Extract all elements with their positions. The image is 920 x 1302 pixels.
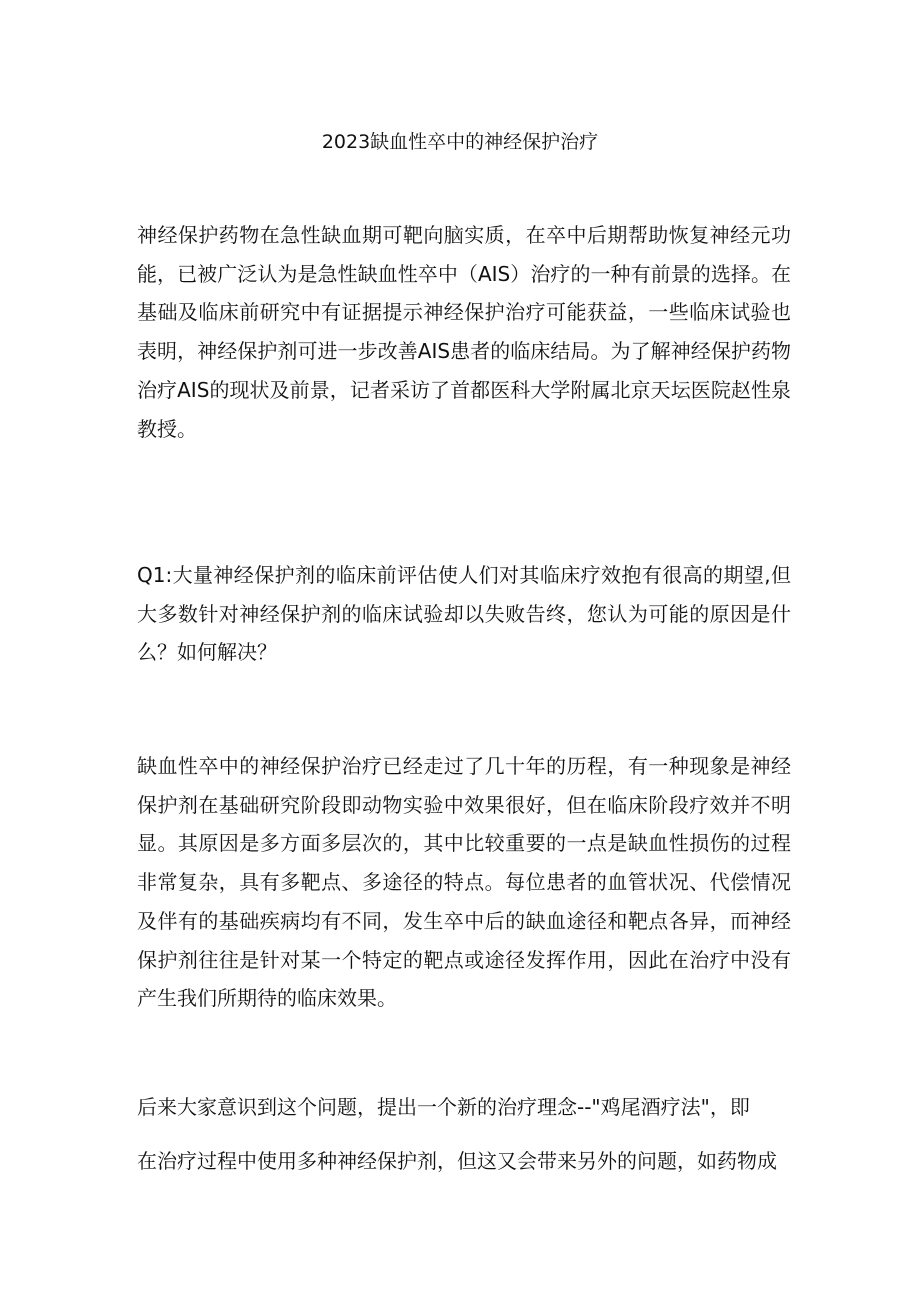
document-title: 2023缺血性卒中的神经保护治疗 [321, 131, 599, 153]
paragraph-cocktail-therapy: 后来大家意识到这个问题，提出一个新的治疗理念--"鸡尾酒疗法"，即 [137, 1095, 750, 1119]
paragraph-question-1: Q1:大量神经保护剂的临床前评估使人们对其临床疗效抱有很高的期望,但大多数针对神经保护剂的临床试验却以失败告终，您认为可能的原因是什么？如何解决？ [137, 563, 791, 665]
paragraph-answer-1: 缺血性卒中的神经保护治疗已经走过了几十年的历程，有一种现象是神经保护剂在基础研究阶段即动物实验中效果很好，但在临床阶段疗效并不明显。其原因是多方面多层次的，其中比较重要的一点是缺血性损伤的过程非常复杂，具有多靶点、多途径的特点。每位患者的血管状况、代偿情况及伴有的基础疾病均有不同，发生卒中后的缺血途径和靶点各异，而神经保护剂往往是针对某一个特定的靶点或途径发挥作用，因此在治疗中没有产生我们所期待的临床效果。 [137, 754, 791, 1011]
paragraph-intro: 神经保护药物在急性缺血期可靶向脑实质，在卒中后期帮助恢复神经元功能，已被广泛认为是急性缺血性卒中（AIS）治疗的一种有前景的选择。在基础及临床前研究中有证据提示神经保护治疗可能获益，一些临床试验也表明，神经保护剂可进一步改善AIS患者的临床结局。为了解神经保护药物治疗AIS的现状及前景，记者采访了首都医科大学附属北京天坛医院赵性泉教授。 [137, 223, 791, 441]
paragraph-continuation: 在治疗过程中使用多种神经保护剂，但这又会带来另外的问题，如药物成 [137, 1149, 777, 1173]
